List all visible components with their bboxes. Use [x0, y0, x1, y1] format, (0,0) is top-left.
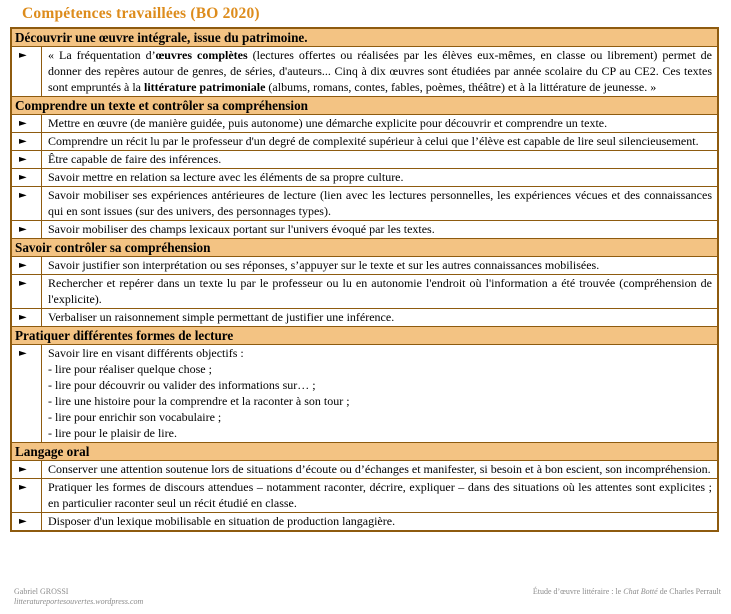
section-header: Découvrir une œuvre intégrale, issue du patrimoine. — [12, 29, 717, 46]
footer-author: Gabriel GROSSI — [14, 587, 69, 596]
section-header: Comprendre un texte et contrôler sa compréhension — [12, 96, 717, 114]
footer-doc-title-post: de Charles Perrault — [657, 587, 721, 596]
row-text-segment: (lectures offertes ou réalisées par les élèves eux-mêmes, en classe ou librement) permet de donner des repères autour de genres, de séries, d'auteurs... Cinq à dix œuvres sont étudiées par année scolaire du CP au CE2. Ces textes sont empruntés à la — [48, 48, 713, 94]
page-title: Compétences travaillées (BO 2020) — [22, 5, 260, 22]
table-row — [12, 478, 717, 512]
row-text — [42, 345, 717, 442]
bullet-arrow-icon: ► — [12, 513, 42, 530]
table-row — [12, 274, 717, 308]
row-text-bold-segment: littérature patrimoniale — [143, 80, 266, 94]
section-header: Langage oral — [12, 442, 717, 460]
row-text: Disposer d'un lexique mobilisable en situation de production langagière. — [48, 514, 396, 528]
row-text-line: - lire une histoire pour la comprendre et la raconter à son tour ; — [48, 394, 350, 408]
table-row — [12, 220, 717, 238]
table-row — [12, 344, 717, 442]
bullet-arrow-icon: ► — [12, 133, 42, 150]
row-text: Conserver une attention soutenue lors de situations d’écoute ou d’échanges et manifester, si besoin et à bon escient, son incompréhension. — [48, 462, 711, 476]
table-row — [12, 256, 717, 274]
row-text-line: - lire pour enrichir son vocabulaire ; — [48, 410, 222, 424]
table-row — [12, 46, 717, 96]
bullet-arrow-icon: ► — [12, 345, 42, 442]
bullet-arrow-icon: ► — [12, 309, 42, 326]
row-text-segment: « La fréquentation d’ — [48, 48, 156, 62]
row-text-segment: (albums, romans, contes, fables, poèmes, théâtre) et à la littérature de jeunesse. » — [265, 80, 657, 94]
bullet-arrow-icon: ► — [12, 151, 42, 168]
bullet-arrow-icon: ► — [12, 221, 42, 238]
row-text: Savoir mobiliser des champs lexicaux portant sur l'univers évoqué par les textes. — [48, 222, 435, 236]
row-text: Pratiquer les formes de discours attendues – notamment raconter, décrire, expliquer – dans des situations où les attentes sont explicites ; en particulier raconter seul un récit étudié en classe. — [48, 480, 712, 510]
row-text-line: - lire pour le plaisir de lire. — [48, 426, 177, 440]
bullet-arrow-icon: ► — [12, 257, 42, 274]
row-text: Comprendre un récit lu par le professeur d'un degré de complexité supérieur à celui que l’élève est capable de lire seul silencieusement. — [48, 134, 699, 148]
bullet-arrow-icon: ► — [12, 187, 42, 220]
table-row — [12, 114, 717, 132]
section-header: Pratiquer différentes formes de lecture — [12, 326, 717, 344]
footer-website: litteratureportesouvertes.wordpress.com — [14, 597, 144, 606]
bullet-arrow-icon: ► — [12, 275, 42, 308]
footer-document-title — [533, 587, 721, 597]
bullet-arrow-icon: ► — [12, 169, 42, 186]
competences-table — [10, 27, 719, 532]
row-text: Mettre en œuvre (de manière guidée, puis autonome) une démarche explicite pour découvrir et comprendre un texte. — [48, 116, 608, 130]
bullet-arrow-icon: ► — [12, 47, 42, 96]
table-row — [12, 512, 717, 530]
row-text-bold-segment: œuvres complètes — [155, 48, 248, 62]
table-row — [12, 186, 717, 220]
row-text: Rechercher et repérer dans un texte lu par le professeur ou lu en autonomie l'endroit où l'information a été trouvée (compréhension de l'explicite). — [48, 276, 712, 306]
row-text: Savoir justifier son interprétation ou ses réponses, s’appuyer sur le texte et sur les autres connaissances mobilisées. — [48, 258, 600, 272]
row-text: Savoir mobiliser ses expériences antérieures de lecture (lien avec les lectures personnelles, les expériences vécues et des connaissances qui en sont issues (sur des univers, des personnages types). — [48, 188, 712, 218]
table-row — [12, 132, 717, 150]
section-header: Savoir contrôler sa compréhension — [12, 238, 717, 256]
table-row — [12, 308, 717, 326]
row-text: Savoir mettre en relation sa lecture avec les éléments de sa propre culture. — [48, 170, 404, 184]
row-text — [42, 47, 717, 96]
row-text-line: - lire pour découvrir ou valider des informations sur… ; — [48, 378, 316, 392]
row-text: Être capable de faire des inférences. — [48, 152, 222, 166]
bullet-arrow-icon: ► — [12, 461, 42, 478]
bullet-arrow-icon: ► — [12, 479, 42, 512]
row-text-line: Savoir lire en visant différents objectifs : — [48, 346, 244, 360]
footer-doc-title-pre: Étude d’œuvre littéraire : le — [532, 587, 624, 596]
table-row — [12, 150, 717, 168]
table-row — [12, 168, 717, 186]
row-text-line: - lire pour réaliser quelque chose ; — [48, 362, 212, 376]
footer-author-block — [14, 587, 143, 607]
footer-doc-title-work: Chat Botté — [623, 587, 658, 596]
bullet-arrow-icon: ► — [12, 115, 42, 132]
table-row — [12, 460, 717, 478]
row-text: Verbaliser un raisonnement simple permettant de justifier une inférence. — [48, 310, 395, 324]
